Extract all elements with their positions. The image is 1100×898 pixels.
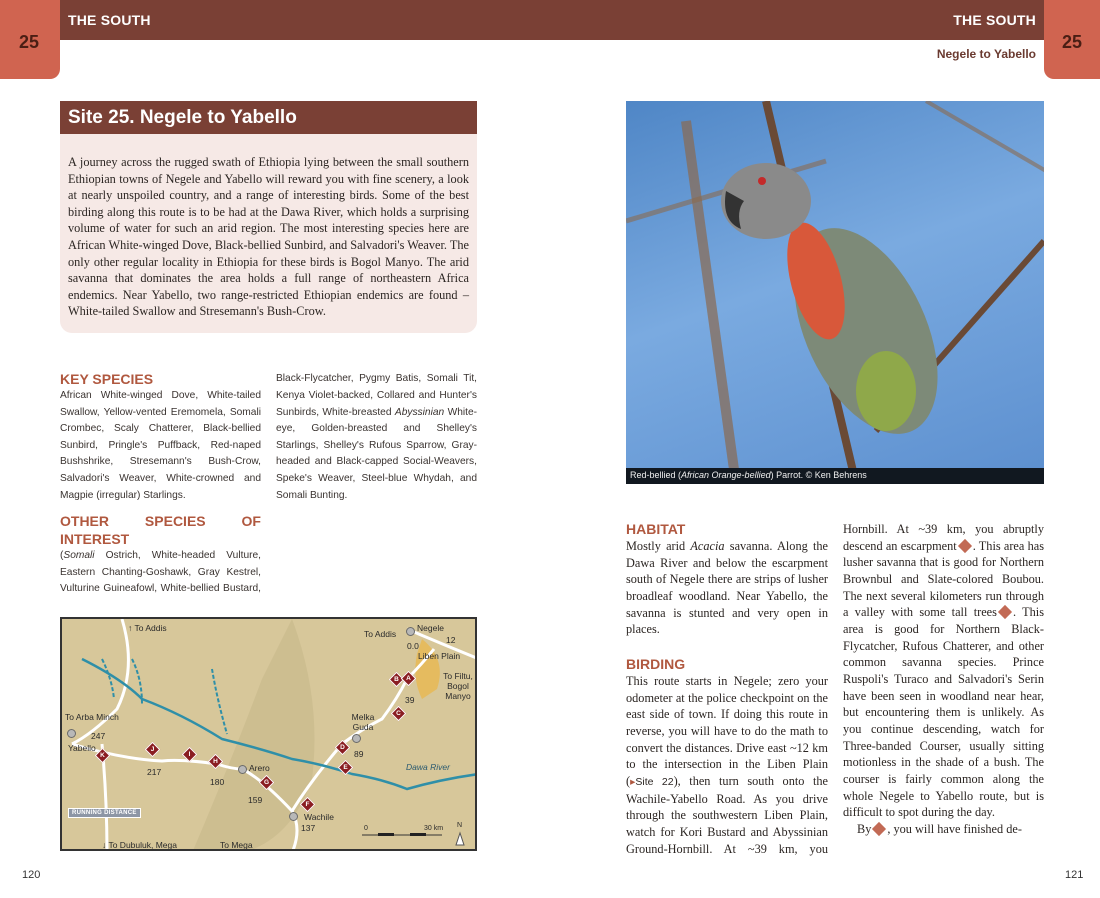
map-label: To Arba Minch (65, 712, 119, 722)
map-label: Liben Plain (418, 651, 461, 661)
map-label: Negele (417, 623, 444, 633)
habitat-heading: HABITAT (626, 521, 686, 537)
habitat-text: Mostly arid Acacia savanna. Along the Dawa River and below the escarpment south of Negele there are strips of lusher broadleaf woodland. Near Yabello, the savanna is stunted and very open in places. (626, 539, 828, 637)
distance-label: 159 (248, 795, 263, 805)
distance-label: 89 (354, 749, 364, 759)
town-icon (67, 729, 76, 738)
distance-label: 247 (91, 731, 106, 741)
scale-label: 0 (364, 825, 368, 832)
site-marker-c: C (391, 706, 407, 722)
site-marker-d: D (335, 740, 351, 756)
site-marker-e: E (338, 760, 354, 776)
north-arrow-icon (456, 833, 464, 845)
species-column-2 (276, 372, 477, 590)
town-icon (238, 765, 247, 774)
running-header-right (550, 0, 1044, 40)
scale-segment (410, 833, 426, 836)
site-marker-j: J (145, 742, 161, 758)
species-column-1 (60, 370, 261, 598)
birding-text-continued: Hornbill. At ~39 km, you abruptly descend an escarpment . This area has lusher savanna that is good for Northern Brownbul and Slate-colored Boubou. The next several kilometers run through a valley with some tall trees . This area is good for Northern Black-Flycatcher, Rufous Chatterer, and other common savanna species. Prince Ruspoli's Turaco and Salvadori's Serin have been seen in woodland near hear, but encountering them is unlikely. As you continue descending, watch for Three-banded Courser, usually sitting motionless in the shade of a bush. The courser is fairly common along the whole Negele to Yabello route, but is difficult to spot during the day. (843, 522, 1044, 820)
liben-plain-area (415, 639, 440, 699)
other-species-heading: OTHER SPECIES OF INTEREST (60, 513, 261, 548)
section-title: THE SOUTH (68, 12, 151, 28)
map-label: Arero (249, 763, 270, 773)
map-label: Dawa River (406, 762, 450, 772)
running-header-left (60, 0, 550, 40)
route-map (60, 617, 477, 851)
distance-label: 0.0 (407, 641, 419, 651)
site-marker-b: B (389, 672, 405, 688)
distance-label: 137 (301, 823, 316, 833)
map-label: To Filtu, Bogol Manyo (443, 671, 473, 701)
site-marker-a: A (401, 671, 417, 687)
running-subtitle: Negele to Yabello (936, 47, 1036, 61)
scale-label: 30 km (424, 825, 444, 832)
key-species-heading: KEY SPECIES (60, 371, 154, 387)
page-number-right: 121 (1065, 869, 1084, 881)
site-marker-i: I (182, 747, 198, 763)
distance-label: 39 (405, 695, 415, 705)
distance-label: 180 (210, 777, 225, 787)
map-label: ↓ To Dubuluk, Mega (102, 840, 177, 850)
scale-segment (378, 833, 394, 836)
site-marker-f: F (300, 797, 316, 813)
site-title: Site 25. Negele to Yabello (60, 101, 477, 134)
site-intro-text: A journey across the rugged swath of Ethiopia lying between the small southern Ethiopian towns of Negele and Yabello will reward you with fine scenery, a look at nearly unspoiled country, and a range of interesting birds. Some of the best birding along this route is to be had at the Dawa River, which holds a surprising volume of water for such an arid region. The most interesting species here are African White-winged Dove, Black-bellied Sunbird, and Salvadori's Weaver. The only other regular locality in Ethiopia for these birds is Bogol Manyo. The arid savanna that dominates the area holds a full range of northeastern Africa endemics. Near Yabello, two range-restricted Ethiopian endemics are found – White-tailed Swallow and Stresemann's Bush-Crow. (68, 155, 469, 319)
map-label: Wachile (304, 812, 334, 822)
key-species-text: African White-winged Dove, White-tailed Swallow, Yellow-vented Eremomela, Somali Crombec, Scaly Chatterer, Black-bellied Sunbird, Pringle's Puffback, Red-naped Bushshrike, Stresemann's Bush-Crow, Salvadori's Weaver, White-crowned and Magpie (irregular) Starlings. (60, 390, 261, 501)
chapter-tab-right (1044, 0, 1100, 79)
other-species-continued: Black-Flycatcher, Pygmy Batis, Somali Tit, Kenya Violet-backed, Collared and Hunter's Sunbirds, White-breasted Abyssinian White-eye, Golden-breasted and Shelley's Starlings, Shelley's Rufous Sparrow, Gray-headed and Black-capped Social-Weavers, Speke's Weaver, Steel-blue Whydah, and Somali Bunting. (276, 373, 477, 501)
birding-paragraph-2: By , you will have finished de- (857, 821, 1022, 836)
parrot-photo (626, 101, 1044, 484)
site-marker-a-icon (958, 539, 972, 553)
site-marker-h: H (208, 754, 224, 770)
map-label: To Addis (364, 629, 397, 639)
town-icon (289, 812, 298, 821)
map-label: Yabello (68, 743, 96, 753)
site-marker-b-icon (998, 605, 1012, 619)
running-distance-badge: RUNNING DISTANCE (68, 808, 141, 818)
birding-text: This route starts in Negele; zero your odometer at the police checkpoint on the east side of town. If doing this route in reverse, you will have to do the math to convert the distances. Drive east ~12 km to the intersection in the Liben Plain (▸Site 22), then turn south onto the Wachile-Yabello Road. As you drive through the southwestern Liben Plain, watch for Kori Bustard and Abyssinian Ground-Hornbill. At ~39 km, you (626, 673, 828, 856)
site-cross-reference[interactable]: ▸Site 22 (630, 775, 674, 788)
distance-label: 217 (147, 767, 162, 777)
town-icon (406, 627, 415, 636)
photo-caption: Red-bellied (African Orange-bellied) Parrot. © Ken Behrens (626, 468, 1044, 484)
site-intro-box (60, 101, 477, 333)
parrot-illustration (626, 101, 1044, 484)
site-marker-c-icon (872, 822, 886, 836)
north-label: N (457, 822, 463, 829)
chapter-number: 25 (19, 32, 40, 52)
text-column-3 (626, 520, 828, 856)
town-icon (352, 734, 361, 743)
chapter-number: 25 (1062, 32, 1083, 52)
birding-heading: BIRDING (626, 655, 686, 672)
other-species-text: (Somali Ostrich, White-headed Vulture, Eastern Chanting-Goshawk, Gray Kestrel, Vulturine Guineafowl, White-bellied Bustard, (60, 550, 261, 595)
map-label: To Mega (220, 840, 253, 850)
parrot-eye (758, 177, 766, 185)
distance-label: 12 (446, 635, 456, 645)
italic-text: Somali (63, 550, 95, 562)
site-marker-k: K (95, 748, 111, 764)
section-title: THE SOUTH (953, 12, 1036, 28)
chapter-tab-left (0, 0, 60, 79)
parrot-green (856, 351, 916, 431)
map-label: Melka Guda (351, 712, 375, 732)
text-column-4 (843, 521, 1044, 837)
branch (686, 121, 736, 484)
map-label: ↑ To Addis (128, 623, 167, 633)
page-number-left: 120 (22, 869, 41, 881)
site-marker-g: G (259, 775, 275, 791)
branch (926, 101, 1044, 171)
